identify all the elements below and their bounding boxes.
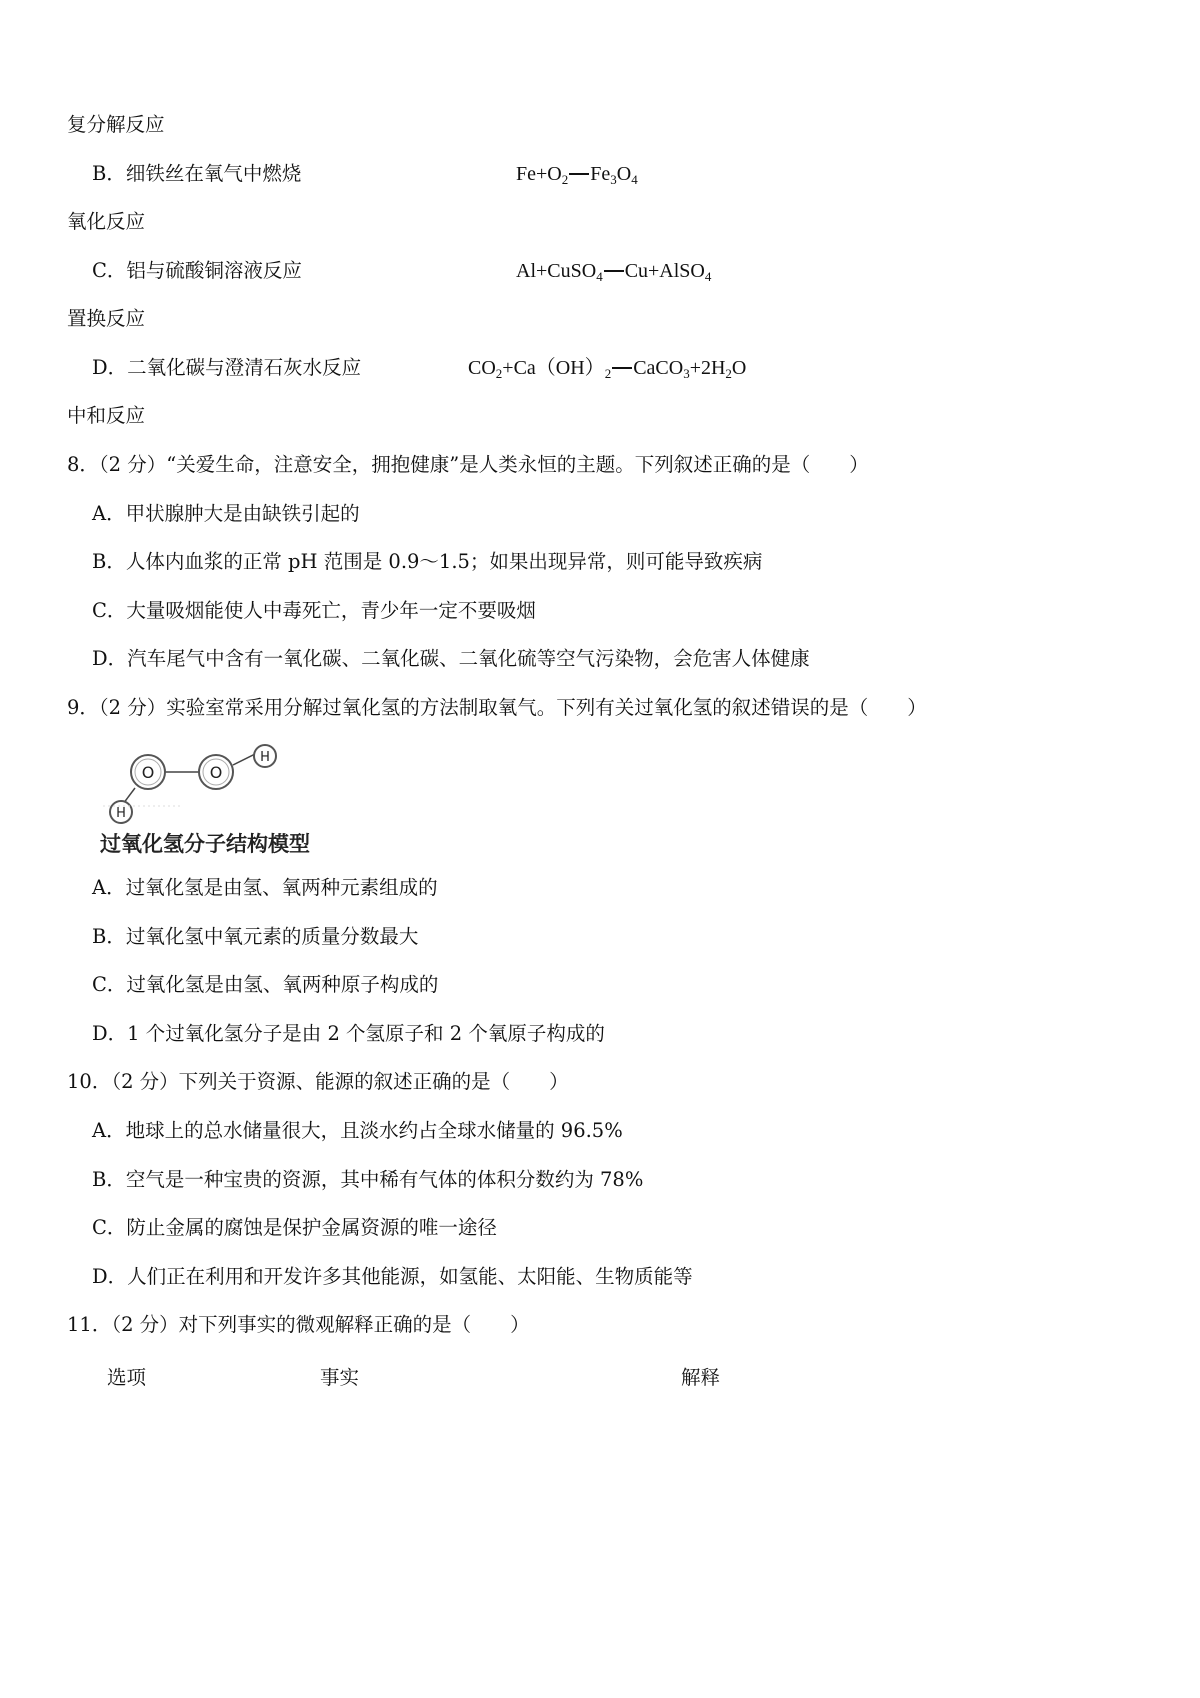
q7-option-c-label: C．铝与硫酸铜溶液反应 <box>92 259 302 282</box>
q9-option-c: C．过氧化氢是由氢、氧两种原子构成的 <box>92 973 439 996</box>
oxygen-atom-right-label: O <box>209 763 223 782</box>
q8-option-b: B．人体内血浆的正常 pH 范围是 0.9～1.5；如果出现异常，则可能导致疾病 <box>92 550 763 573</box>
q10-stem: 10．（2 分）下列关于资源、能源的叙述正确的是（ ） <box>67 1070 569 1093</box>
hydrogen-atom-right-label: H <box>260 750 270 765</box>
equals-double-line <box>604 270 624 272</box>
model-caption: 过氧化氢分子结构模型 <box>100 832 310 856</box>
q7-option-b-label: B．细铁丝在氧气中燃烧 <box>92 162 302 185</box>
q9-option-b: B．过氧化氢中氧元素的质量分数最大 <box>92 925 419 948</box>
q11-stem: 11．（2 分）对下列事实的微观解释正确的是（ ） <box>67 1313 530 1336</box>
q8-option-d: D．汽车尾气中含有一氧化碳、二氧化碳、二氧化硫等空气污染物，会危害人体健康 <box>92 647 810 670</box>
q10-option-b: B．空气是一种宝贵的资源，其中稀有气体的体积分数约为 78% <box>92 1168 644 1191</box>
q11-header-fact: 事实 <box>320 1366 360 1389</box>
q10-option-a: A．地球上的总水储量很大，且淡水约占全球水储量的 96.5% <box>92 1119 623 1142</box>
q9-option-d: D．1 个过氧化氢分子是由 2 个氢原子和 2 个氧原子构成的 <box>92 1022 605 1045</box>
q7-option-b-reaction-type: 氧化反应 <box>67 210 146 233</box>
equals-double-line <box>612 367 632 369</box>
q7-option-a-reaction-type: 复分解反应 <box>67 113 165 136</box>
q7-option-d-formula: $CO_2+Ca(OH)_2$ $CaCO_3+2H_2O$ <box>468 357 747 381</box>
h2o2-molecule-model <box>95 740 295 830</box>
oxygen-atom-left-label: O <box>141 763 155 782</box>
hydrogen-atom-left-label: H <box>116 806 126 821</box>
q11-header-explanation: 解释 <box>681 1366 721 1389</box>
q9-option-a: A．过氧化氢是由氢、氧两种元素组成的 <box>92 876 438 899</box>
q9-stem: 9．（2 分）实验室常采用分解过氧化氢的方法制取氧气。下列有关过氧化氢的叙述错误的是（ ） <box>67 696 927 719</box>
q7-option-d-label: D．二氧化碳与澄清石灰水反应 <box>92 356 362 379</box>
equals-double-line <box>569 173 589 175</box>
q7-option-d-reaction-type: 中和反应 <box>67 404 146 427</box>
q10-option-c: C．防止金属的腐蚀是保护金属资源的唯一途径 <box>92 1216 497 1239</box>
q7-option-c-formula: Al+CuSO$_4$ Cu+AlSO$_4$ <box>516 260 712 284</box>
q8-option-a: A．甲状腺肿大是由缺铁引起的 <box>92 502 360 525</box>
o-h-bond-right <box>233 754 255 765</box>
q7-option-b-formula: $Fe+O_2$ $Fe_3O_4$ <box>516 163 638 187</box>
q10-option-d: D．人们正在利用和开发许多其他能源，如氢能、太阳能、生物质能等 <box>92 1265 693 1288</box>
q11-header-option: 选项 <box>107 1366 147 1389</box>
q7-option-c-reaction-type: 置换反应 <box>67 307 146 330</box>
q8-stem: 8．（2 分）“关爱生命，注意安全，拥抱健康”是人类永恒的主题。下列叙述正确的是（ ） <box>67 453 869 476</box>
q8-option-c: C．大量吸烟能使人中毒死亡，青少年一定不要吸烟 <box>92 599 536 622</box>
